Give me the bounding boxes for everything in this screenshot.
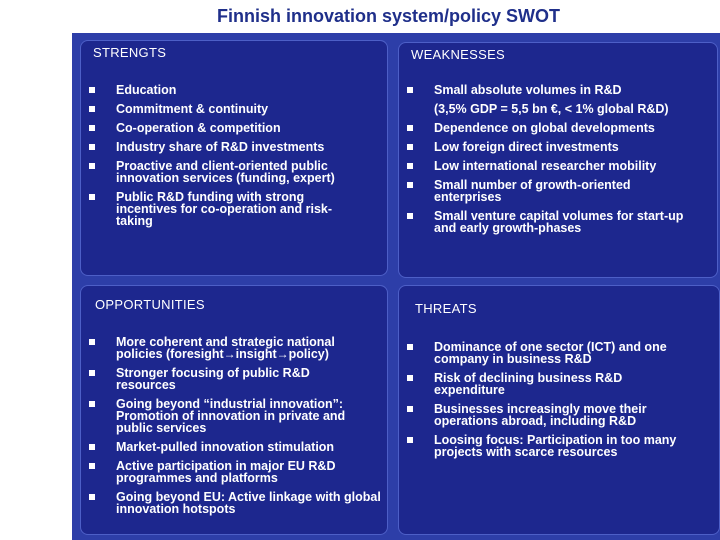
list-item: Small number of growth-oriented enterprises [407, 179, 674, 203]
list-item: Active participation in major EU R&D programmes and platforms [89, 460, 376, 484]
bullet-icon [407, 437, 413, 443]
weaknesses-list [407, 84, 707, 234]
bullet-icon [407, 344, 413, 350]
bullet-icon [89, 194, 95, 200]
strengths-panel [80, 40, 388, 276]
list-item: Industry share of R&D investments [89, 141, 379, 153]
bullet-icon [407, 406, 413, 412]
bullet-icon [89, 494, 95, 500]
list-item: Education [89, 84, 379, 96]
list-item: Public R&D funding with strong incentives for co-operation and risk-taking [89, 191, 346, 227]
list-item: Businesses increasingly move their operations abroad, including R&D [407, 403, 694, 427]
bullet-icon [89, 144, 95, 150]
list-item: Risk of declining business R&D expenditure [407, 372, 679, 396]
page-title: Finnish innovation system/policy SWOT [216, 6, 561, 26]
bullet-icon [89, 163, 95, 169]
bullet-icon [89, 370, 95, 376]
list-item: Low international researcher mobility [407, 160, 707, 172]
threats-heading: THREATS [415, 301, 477, 316]
weaknesses-heading: WEAKNESSES [411, 47, 506, 62]
list-item: More coherent and strategic national policies (foresight→insight→policy) [89, 336, 356, 360]
list-item: Dominance of one sector (ICT) and one company in business R&D [407, 341, 704, 365]
list-item: Loosing focus: Participation in too many projects with scarce resources [407, 434, 712, 458]
bullet-icon [89, 401, 95, 407]
list-item: Going beyond EU: Active linkage with global innovation hotspots [89, 491, 381, 515]
bullet-icon [407, 87, 413, 93]
opportunities-list [89, 336, 379, 515]
list-item: Proactive and client-oriented public innovation services (funding, expert) [89, 160, 341, 184]
bullet-icon [89, 87, 95, 93]
list-item: Dependence on global developments [407, 122, 707, 134]
list-item: (3,5% GDP = 5,5 bn €, < 1% global R&D) [434, 102, 669, 116]
bullet-icon [89, 463, 95, 469]
list-item: Low foreign direct investments [407, 141, 707, 153]
strengths-list [89, 84, 379, 227]
list-item: Stronger focusing of public R&D resources [89, 367, 341, 391]
threats-list [407, 341, 712, 458]
bullet-icon [407, 375, 413, 381]
list-item: Co-operation & competition [89, 122, 379, 134]
arrow-right-icon: → [276, 347, 289, 361]
bullet-icon [407, 213, 413, 219]
bullet-icon [89, 106, 95, 112]
opportunities-heading: OPPORTUNITIES [95, 297, 205, 312]
threats-panel [398, 285, 720, 535]
weaknesses-panel [398, 42, 718, 278]
bullet-icon [407, 125, 413, 131]
bullet-icon [407, 144, 413, 150]
list-item: Small absolute volumes in R&D [407, 84, 707, 96]
bullet-icon [89, 444, 95, 450]
opportunities-panel [80, 285, 388, 535]
arrow-right-icon: → [223, 347, 236, 361]
bullet-icon [89, 339, 95, 345]
strengths-heading: STRENGTS [93, 45, 167, 60]
list-item: Commitment & continuity [89, 103, 379, 115]
list-item: Going beyond “industrial innovation”: Promotion of innovation in private and public services [89, 398, 379, 434]
bullet-icon [407, 163, 413, 169]
bullet-icon [407, 182, 413, 188]
list-item: Market-pulled innovation stimulation [89, 441, 379, 453]
bullet-icon [89, 125, 95, 131]
list-item: Small venture capital volumes for start-up and early growth-phases [407, 210, 707, 234]
